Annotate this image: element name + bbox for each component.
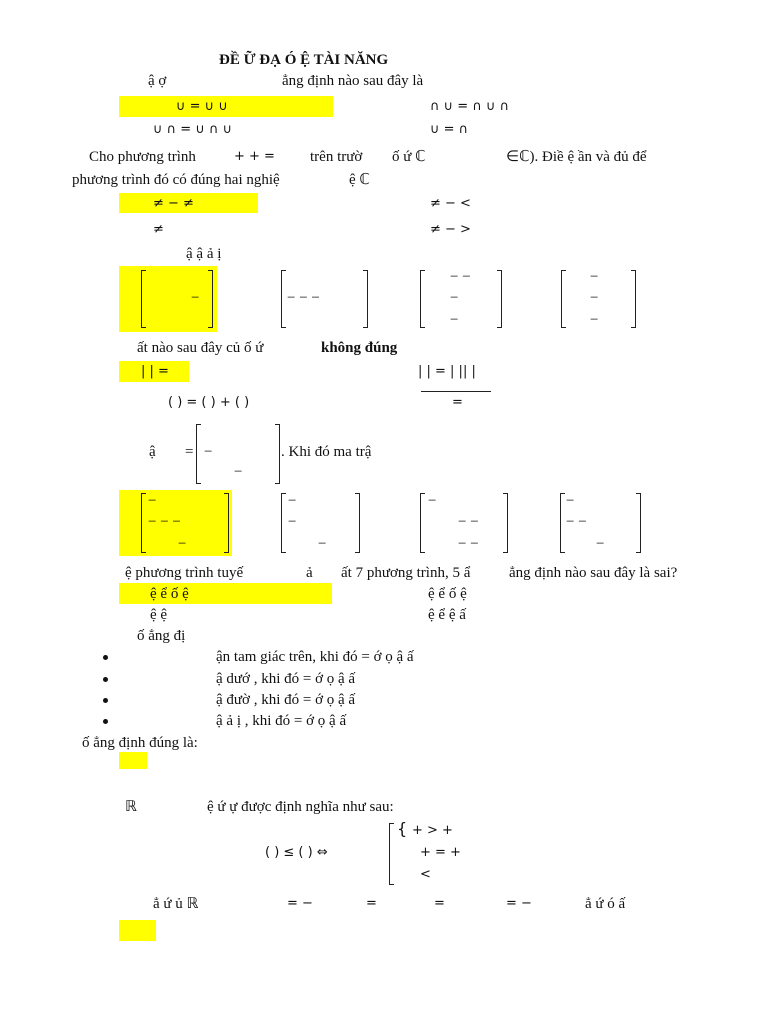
q7-item-1: ận tam giác trên, khi đó = ớ ọ ậ ấ bbox=[216, 649, 414, 665]
q2-line1-d: ố ứ ℂ bbox=[392, 149, 426, 165]
q2-line2-b: ệ ℂ bbox=[349, 172, 370, 188]
q7-bullet-3 bbox=[103, 698, 108, 703]
q5-m3-row2: − − bbox=[458, 514, 479, 530]
q5-m1-left-bracket bbox=[141, 493, 146, 553]
q3-m3-left-bracket bbox=[420, 270, 425, 328]
q7-bullet-2 bbox=[103, 677, 108, 682]
q6-option-c[interactable]: ệ ệ bbox=[150, 607, 168, 623]
q7-answer-highlight bbox=[119, 752, 147, 769]
exam-title: ĐỀ Ữ ĐẠ Ó Ệ TÀI NĂNG bbox=[219, 52, 389, 68]
q6-stem-a: ệ phương trình tuyế bbox=[125, 565, 244, 581]
q3-m3-row1: − − bbox=[450, 269, 471, 285]
q3-m4-row3: − bbox=[590, 312, 599, 328]
q1-option-a[interactable]: ∪ = ∪ ∪ bbox=[176, 99, 228, 114]
q1-stem-b: ẳng định nào sau đây là bbox=[282, 73, 424, 89]
q8-stem-b: ệ ứ ự được định nghĩa như sau: bbox=[207, 799, 394, 815]
q5-m4-row1: − bbox=[566, 493, 575, 509]
q8-last-2: = − bbox=[287, 896, 313, 911]
q5-stem-b: = bbox=[185, 444, 194, 460]
q8-answer-highlight bbox=[119, 920, 156, 941]
q4-stem-b: không đúng bbox=[321, 340, 398, 356]
q1-option-b[interactable]: ∩ ∪ = ∩ ∪ ∩ bbox=[430, 99, 510, 114]
q7-bullet-1 bbox=[103, 655, 108, 660]
q5-m4-right-bracket bbox=[636, 493, 641, 553]
q2-line1-c: trên trườ bbox=[310, 149, 363, 165]
q2-option-d[interactable]: ≠ − > bbox=[430, 222, 471, 237]
q2-line1-b: + + = bbox=[234, 149, 275, 164]
q3-stem: ậ ậ ả ị bbox=[186, 246, 222, 262]
q1-stem-a: ậ ợ bbox=[148, 73, 167, 89]
q4-stem-a: ất nào sau đây củ ố ứ bbox=[137, 340, 264, 356]
q3-m4-row1: − bbox=[590, 269, 599, 285]
q1-option-c[interactable]: ∪ ∩ = ∪ ∩ ∪ bbox=[153, 122, 233, 137]
q5-m3-right-bracket bbox=[503, 493, 508, 553]
q8-case-1: + > + bbox=[412, 823, 453, 838]
q5-matrix-right-bracket bbox=[275, 424, 280, 484]
q8-case-3: < bbox=[420, 867, 431, 882]
q3-m3-row2: − bbox=[450, 290, 459, 306]
q7-item-4: ậ ả ị , khi đó = ớ ọ ậ ấ bbox=[216, 713, 347, 729]
q3-m4-left-bracket bbox=[561, 270, 566, 328]
q5-matrix-row2: − bbox=[234, 464, 243, 480]
q3-m1-entry: − bbox=[191, 290, 200, 306]
q4-option-d[interactable]: = bbox=[452, 395, 463, 410]
q8-relation-left: ( ) ≤ ( ) ⇔ bbox=[265, 845, 328, 860]
q7-stem: ố ẳng đị bbox=[137, 628, 186, 644]
q6-option-d[interactable]: ệ ể ệ ấ bbox=[428, 607, 466, 623]
q5-m3-row3: − − bbox=[458, 536, 479, 552]
q4-option-d-fraction-bar bbox=[421, 391, 491, 392]
q8-last-5: = − bbox=[506, 896, 532, 911]
q8-last-1: ẳ ứ ủ ℝ bbox=[153, 896, 199, 912]
q5-m4-left-bracket bbox=[560, 493, 565, 553]
q3-m3-row3: − bbox=[450, 312, 459, 328]
q8-last-6: ẳ ứ ó ấ bbox=[585, 896, 626, 912]
q6-stem-c: ất 7 phương trình, 5 ẩ bbox=[341, 565, 471, 581]
q8-last-4: = bbox=[434, 896, 445, 911]
q2-option-a[interactable]: ≠ − ≠ bbox=[153, 196, 194, 211]
q5-stem-c: . Khi đó ma trậ bbox=[281, 444, 372, 460]
q4-option-c[interactable]: ( ) = ( ) + ( ) bbox=[168, 395, 250, 410]
q6-option-b[interactable]: ệ ể ố ệ bbox=[428, 586, 467, 602]
q4-option-b[interactable]: | | = | || | bbox=[418, 364, 476, 379]
q2-line1-e: ∈ℂ). Điề ệ ần và đủ để bbox=[506, 149, 647, 165]
q5-m2-row1: − bbox=[288, 493, 297, 509]
q3-m2-entry: − − − bbox=[287, 290, 320, 306]
q5-m2-row3: − bbox=[318, 536, 327, 552]
q3-m2-left-bracket bbox=[281, 270, 286, 328]
q5-m2-right-bracket bbox=[355, 493, 360, 553]
q3-m4-row2: − bbox=[590, 290, 599, 306]
q3-answer-highlight bbox=[119, 266, 217, 332]
q8-cases-bracket bbox=[389, 823, 394, 885]
q5-m1-row1: − bbox=[148, 493, 157, 509]
q2-line2-a: phương trình đó có đúng hai nghiệ bbox=[72, 172, 280, 188]
q5-m3-row1: − bbox=[428, 493, 437, 509]
q4-option-a[interactable]: | | = bbox=[141, 364, 169, 379]
q2-option-c[interactable]: ≠ bbox=[153, 222, 164, 237]
q5-m2-left-bracket bbox=[281, 493, 286, 553]
q7-item-3: ậ đườ , khi đó = ớ ọ ậ ấ bbox=[216, 692, 356, 708]
q5-m1-right-bracket bbox=[224, 493, 229, 553]
q5-m4-row2: − − bbox=[566, 514, 587, 530]
q5-m4-row3: − bbox=[596, 536, 605, 552]
q2-option-b[interactable]: ≠ − < bbox=[430, 196, 471, 211]
q5-m3-left-bracket bbox=[420, 493, 425, 553]
q7-conclusion: ố ẳng định đúng là: bbox=[82, 735, 198, 751]
q3-m1-left-bracket bbox=[141, 270, 146, 328]
q5-matrix-row1: − bbox=[204, 444, 213, 460]
q8-last-3: = bbox=[366, 896, 377, 911]
q1-option-d[interactable]: ∪ = ∩ bbox=[430, 122, 469, 137]
q6-option-a[interactable]: ệ ể ố ệ bbox=[150, 586, 189, 602]
q8-case-2: + = + bbox=[420, 845, 461, 860]
q5-m1-row2: − − − bbox=[148, 514, 181, 530]
q6-stem-b: ả bbox=[306, 565, 313, 581]
q5-matrix-left-bracket bbox=[196, 424, 201, 484]
q8-cases-brace: { bbox=[397, 819, 408, 838]
q5-m2-row2: − bbox=[288, 514, 297, 530]
q3-m4-right-bracket bbox=[631, 270, 636, 328]
q7-bullet-4 bbox=[103, 719, 108, 724]
q8-stem-a: ℝ bbox=[125, 799, 137, 815]
q5-stem-a: ậ bbox=[149, 444, 156, 460]
q2-line1-a: Cho phương trình bbox=[89, 149, 196, 165]
q6-stem-d: ẳng định nào sau đây là sai? bbox=[509, 565, 678, 581]
q3-m2-right-bracket bbox=[363, 270, 368, 328]
q3-m3-right-bracket bbox=[497, 270, 502, 328]
q3-m1-right-bracket bbox=[208, 270, 213, 328]
q5-m1-row3: − bbox=[178, 536, 187, 552]
q7-item-2: ậ dướ , khi đó = ớ ọ ậ ấ bbox=[216, 671, 356, 687]
